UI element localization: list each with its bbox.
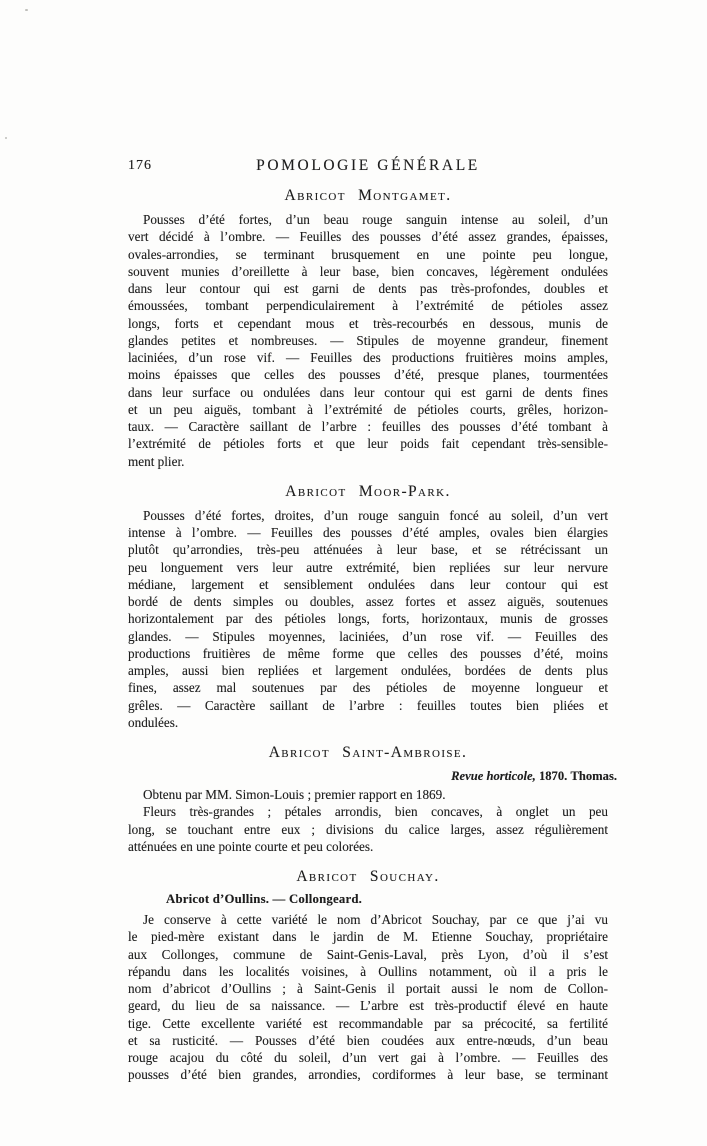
text-line: médiane, largement et sensiblement ondulées dans leur contour qui est [128, 576, 608, 592]
section-abricot-souchay [128, 868, 608, 1084]
text-line: glandes petites et nombreuses. — Stipules de moyenne grandeur, finement [128, 332, 608, 348]
citation-author: Thomas. [570, 769, 617, 783]
section-abricot-moor-park [128, 483, 608, 731]
scan-speck [419, 1061, 422, 1062]
text-line: répandu dans les localités voisines, à Oullins notamment, où il a pris le [128, 963, 608, 979]
paragraph-souchay-description [128, 911, 608, 1084]
section-heading-souchay: Abricot Souchay. [296, 868, 440, 885]
text-line: taux. — Caractère saillant de l’arbre : feuilles des pousses d’été tombant à [128, 419, 608, 434]
text-line: émoussées, tombant perpendiculairement à l’extrémité de pétioles assez [128, 298, 608, 314]
text-line: bordé de dents simples ou doubles, assez fortes et assez aiguës, soutenues [128, 594, 608, 609]
text-line: amples, aussi bien repliées et largement ondulées, bordées de dents plus [128, 663, 608, 678]
section-heading-saint-ambroise: Abricot Saint-Ambroise. [268, 744, 468, 761]
text-line: plutôt qu’arrondies, très-peu atténuées à leur base, et se rétrécissant un [128, 542, 608, 558]
text-line: ovales-arrondies, se terminant brusquement en une pointe peu longue, [128, 246, 608, 262]
text-line: tige. Cette excellente variété est recommandable par sa précocité, sa fertilité [128, 1015, 608, 1031]
text-line: et un peu aiguës, tombant à l’extrémité de pétioles courts, grêles, horizon- [128, 401, 608, 417]
text-line: souvent munies d’oreillette à leur base, bien concaves, légèrement ondulées [128, 263, 608, 279]
paragraph-montgamet-description [128, 211, 608, 470]
text-line: intense à l’ombre. — Feuilles des pousses d’été amples, ovales bien élargies [128, 525, 608, 540]
citation-journal: Revue horticole, [451, 769, 536, 783]
text-line: moins épaisses que celles des pousses d’été, presque planes, tourmentées [128, 367, 608, 383]
text-line: dans leur contour qui est garni de dents pas très-profondes, doubles et [128, 281, 608, 296]
paragraph-moor-park-description [128, 507, 608, 731]
text-line: nom d’abricot d’Oullins ; à Saint-Genis il portait aussi le nom de Collon- [128, 981, 608, 996]
text-line: Pousses d’été fortes, d’un beau rouge sanguin intense au soleil, d’un [143, 212, 608, 227]
text-line: et sa rusticité. — Pousses d’été bien coudées aux entre-nœuds, d’un beau [128, 1032, 608, 1048]
text-line: ment plier. [128, 453, 185, 469]
citation-line [128, 768, 617, 784]
section-abricot-saint-ambroise [128, 744, 617, 855]
text-line: fines, assez mal soutenues par des pétioles de moyenne longueur et [128, 680, 608, 696]
text-line: vert décidé à l’ombre. — Feuilles des pousses d’été assez grandes, épaisses, [128, 229, 608, 245]
text-line: grêles. — Caractère saillant de l’arbre : feuilles toutes bien pliées et [128, 697, 608, 713]
citation-year: 1870. [538, 769, 568, 783]
text-line: laciniées, d’un rose vif. — Feuilles des productions fruitières moins amples, [128, 350, 608, 365]
text-line: dans leur surface ou ondulées dans leur contour qui est garni de dents fines [128, 384, 608, 400]
text-line: aux Collonges, commune de Saint-Genis-Laval, près Lyon, d’où il s’est [128, 946, 608, 962]
text-line: pousses d’été bien grandes, arrondies, cordiformes à leur base, se terminant [128, 1067, 608, 1083]
running-head [128, 157, 608, 174]
text-line: geard, du lieu de sa naissance. — L’arbre est très-productif élevé en haute [128, 998, 608, 1014]
paragraph-saint-ambroise-flowers [128, 803, 608, 855]
text-line: ondulées. [128, 714, 179, 730]
text-line: productions fruitières de même forme que celles des pousses d’été, moins [128, 645, 608, 661]
text-line: peu longuement vers leur autre extrémité, bien repliées sur leur nervure [128, 559, 608, 575]
text-line: Fleurs très-grandes ; pétales arrondis, bien concaves, à onglet un peu [143, 804, 608, 820]
scan-speck [5, 137, 7, 139]
text-line: rouge acajou du côté du soleil, d’un vert gai à l’ombre. — Feuilles des [128, 1050, 608, 1065]
text-line: le pied-mère existant dans le jardin de M. Etienne Souchay, propriétaire [128, 929, 608, 945]
text-line: Obtenu par MM. Simon-Louis ; premier rapport en 1869. [143, 787, 446, 802]
page-number: 176 [128, 158, 152, 173]
scan-speck [25, 9, 28, 11]
text-line: Pousses d’été fortes, droites, d’un rouge sanguin foncé au soleil, d’un vert [143, 507, 608, 523]
text-line: Je conserve à cette variété le nom d’Abricot Souchay, par ce que j’ai vu [143, 912, 608, 927]
section-abricot-montgamet [128, 187, 608, 470]
text-line: glandes. — Stipules moyennes, laciniées, d’un rose vif. — Feuilles des [128, 628, 608, 644]
text-line: horizontalement par des pétioles longs, forts, horizontaux, munis de grosses [128, 611, 608, 627]
section-heading-moor-park: Abricot Moor-Park. [285, 482, 451, 500]
text-line: long, se touchant entre eux ; divisions du calice larges, assez régulièrement [128, 821, 608, 837]
running-title: POMOLOGIE GÉNÉRALE [256, 157, 480, 174]
text-line: longs, forts et cependant mous et très-recourbés en dessous, munis de [128, 315, 608, 331]
section-heading-montgamet: Abricot Montgamet. [284, 187, 452, 204]
text-line: l’extrémité de pétioles forts et que leur poids fait cependant très-sensible- [128, 436, 608, 452]
text-line: atténuées en une pointe courte et peu colorées. [128, 838, 374, 854]
synonym-line: Abricot d’Oullins. — Collongeard. [166, 892, 363, 906]
paragraph-saint-ambroise-origin [128, 786, 608, 803]
